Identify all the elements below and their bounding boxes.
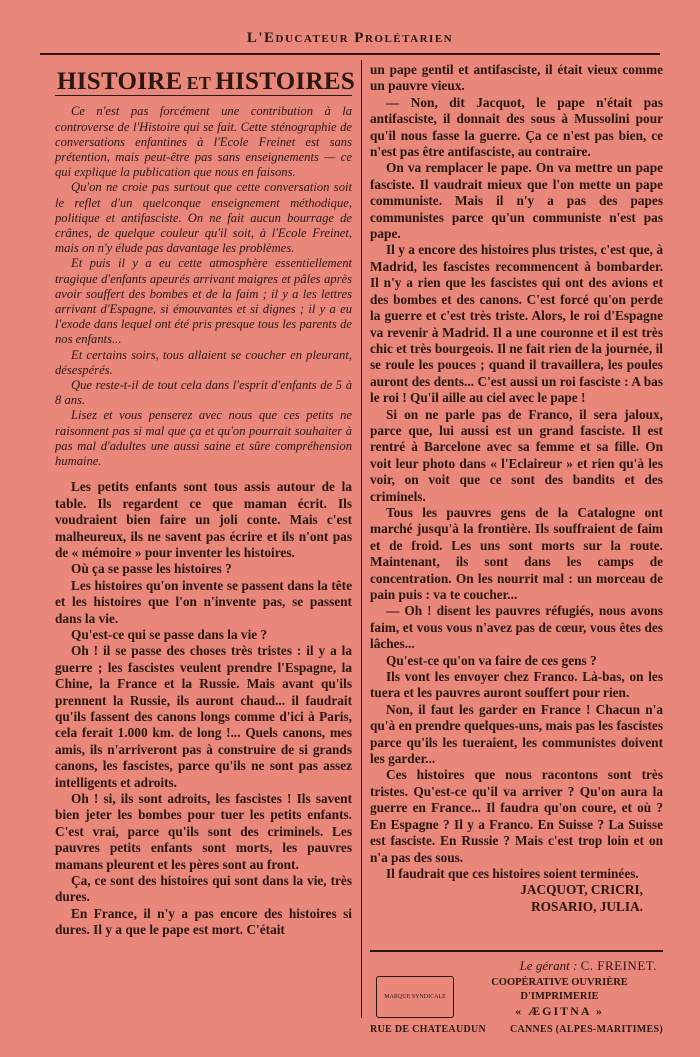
signatures	[370, 882, 663, 915]
journal-header: L'Educateur Prolétarien	[246, 30, 454, 46]
article-title	[57, 68, 356, 95]
title-rule	[55, 95, 352, 96]
body-paragraph: Oh ! il se passe des choses très tristes : il y a la guerre ; les fascistes veulent prendre l'Espagne, la Chine, la France et la Russie. Mais avant qu'ils prennent la Russie, ils auront chaud... il faudrait qu'ils fassent des canons longs comme d'ici à Paris, cela ferait 1.000 km. de long !... Quels canons, mes amis, ils n'arriveront pas à construire de si grands canons, les fascistes, parce qu'ils ne sont pas assez intelligents et adroits.	[55, 643, 352, 790]
article-body-right	[370, 62, 663, 915]
body-paragraph: Ils vont les envoyer chez Franco. Là-bas, on les tuera et les pauvres auront souffert pour rien.	[370, 669, 663, 701]
body-paragraph: Il y a encore des histoires plus tristes, c'est que, à Madrid, les fascistes recommencent à bombarder. Il n'y a rien que les fascistes qui ont des avions et des bombes et des canons. C'est forcé qu'on perde la guerre et c'est très triste. Alors, le roi d'Espagne va revenir à Madrid. Il a une couronne et il est très chic et très bourgeois. Il ne fait rien de la journée, il se roule les pouces ; quand il travaillera, les poules auront des dents... C'est aussi un roi fasciste : A bas le roi ! Qu'il aille au ciel avec le pape !	[370, 242, 663, 406]
body-paragraph: Oh ! si, ils sont adroits, les fascistes ! Ils savent bien jeter les bombes pour tuer les petits enfants. C'est vrai, parce qu'ils sont des criminels. Les pauvres petits enfants sont morts, les pauvres mamans pleurent et les pères sont au front.	[55, 791, 352, 872]
cooperative-name: COOPÉRATIVE OUVRIÈRE D'IMPRIMERIE	[491, 977, 628, 1002]
printer-block	[370, 976, 663, 1020]
intro-paragraph: Et puis il y a eu cette atmosphère essentiellement tragique d'enfants apeurés arrivant maigres et pâles après avoir souffert des bombes et de la faim ; il y a les lettres arrivant d'Espagne, si émouvantes et si dignes ; il y a eu l'exode dans lequel ont été pris presque tous les parents de nos enfants...	[55, 256, 352, 347]
gerant-label: Le gérant :	[519, 958, 578, 973]
intro-paragraph: Et certains soirs, tous allaient se coucher en pleurant, désespérés.	[55, 347, 352, 377]
body-paragraph: un pape gentil et antifasciste, il était vieux comme un pauvre vieux.	[370, 62, 663, 94]
body-paragraph: Tous les pauvres gens de la Catalogne ont marché jusqu'à la frontière. Ils souffraient de faim et de froid. Les uns sont morts sur la route. Maintenant, ils sont dans les camps de concentration. On les nourrit mal : un morceau de pain puis : va te coucher...	[370, 504, 663, 602]
intro-paragraph: Lisez et vous penserez avec nous que ces petits ne raisonnent pas si mal que ça et qu'on pourrait souhaiter à pas mal d'adultes une aussi saine et sûre compréhension humaine.	[55, 408, 352, 469]
body-paragraph: Si on ne parle pas de Franco, il sera jaloux, parce que, lui aussi est un grand fasciste. Il est rentré à Barcelone avec sa femme et sa fille. On voit leur photo dans « l'Eclaireur » et rien qu'à les voir, on voit que ce sont des bandits et des criminels.	[370, 406, 663, 504]
body-paragraph: En France, il n'y a pas encore des histoires si dures. Il y a que le pape est mort. C'était	[55, 905, 352, 938]
intro-paragraph: Ce n'est pas forcément une contribution à la controverse de l'Histoire qui se fait. Cette sténographie de conversations enfantines à l'Ecole Freinet est sans prétention, mais peut-être pas sans enseignements — ce qui explique la publication que nous en faisons.	[55, 104, 352, 180]
body-paragraph: — Non, dit Jacquot, le pape n'était pas antifasciste, il donnait des sous à Mussolini pour qu'il nous fasse la guerre. Ça ce n'est pas bien, ce n'est pas être antifasciste, au contraire.	[370, 94, 663, 160]
intro-paragraph: Qu'on ne croie pas surtout que cette conversation soit le reflet d'un quelconque enseignement méthodique, politique et antifasciste. On ne fait aucun bourrage de crânes, de quelque couleur qu'il soit, à l'Ecole Freinet, mais on n'y élude pas davantage les problèmes.	[55, 180, 352, 256]
title-conjunction: ET	[186, 73, 212, 93]
title-part-1: HISTOIRE	[57, 68, 183, 95]
cooperative-info	[456, 976, 663, 1018]
title-part-2: HISTOIRES	[215, 68, 356, 95]
body-paragraph: Il faudrait que ces histoires soient terminées.	[386, 865, 639, 881]
body-paragraph: — Oh ! disent les pauvres réfugiés, nous avons faim, et vous vous n'avez pas de cœur, vous êtes des lâches...	[370, 603, 663, 652]
right-column	[370, 62, 663, 915]
address-city: CANNES (ALPES-MARITIMES)	[509, 1024, 663, 1035]
imprint-footer	[370, 950, 663, 1035]
signatures-line-2: ROSARIO, JULIA.	[531, 898, 643, 914]
gerant-line	[370, 958, 663, 974]
footer-rule	[370, 950, 663, 952]
body-paragraph: Où ça se passe les histoires ?	[71, 561, 232, 577]
article-intro	[55, 104, 352, 469]
body-paragraph: Qu'est-ce qui se passe dans la vie ?	[71, 626, 268, 642]
body-paragraph: Non, il faut les garder en France ! Chacun n'a qu'à en prendre quelques-uns, mais pas les fascistes parce qu'ils les tueraient, les communistes doivent les garder...	[370, 701, 663, 767]
printer-address	[370, 1024, 663, 1035]
body-paragraph: Ça, ce sont des histoires qui sont dans la vie, très dures.	[55, 873, 352, 905]
header-rule	[40, 53, 660, 55]
body-paragraph: Les histoires qu'on invente se passent dans la tête et les histoires que l'on n'invente pas, se passent dans la vie.	[55, 577, 352, 626]
body-paragraph: Qu'est-ce qu'on va faire de ces gens ?	[386, 652, 597, 668]
gerant-name: C. FREINET.	[580, 958, 657, 973]
body-paragraph: Les petits enfants sont tous assis autour de la table. Ils regardent ce que maman écrit. Ils voudraient bien faire un joli conte. Mais c'est malheureux, ils ne savent pas écrire et ils n'ont pas de « mémoire » pour inventer les histoires.	[55, 479, 352, 560]
article-body-left	[55, 479, 352, 938]
printer-name: « ÆGITNA »	[515, 1004, 604, 1018]
union-label-logo: MARQUE SYNDICALE	[376, 976, 454, 1018]
signatures-line-1: JACQUOT, CRICRI,	[520, 882, 643, 898]
column-divider	[361, 60, 362, 1018]
body-paragraph: On va remplacer le pape. On va mettre un pape fasciste. Il vaudrait mieux que l'on mette un pape communiste. Mais il n'y a pas des papes communistes parce qu'un communiste n'est pas pape.	[370, 160, 663, 242]
body-paragraph: Ces histoires que nous racontons sont très tristes. Qu'est-ce qu'il va arriver ? Qu'on aura la guerre en France... Il faudra qu'on coure, et où ? En Espagne ? Il y a Franco. En Suisse ? La Suisse est fasciste. En Russie ? Mais c'est trop loin et on n'a pas des sous.	[370, 767, 663, 865]
address-street: RUE DE CHATEAUDUN	[370, 1024, 487, 1035]
left-column	[55, 62, 356, 939]
intro-paragraph: Que reste-t-il de tout cela dans l'esprit d'enfants de 5 à 8 ans.	[55, 378, 352, 408]
